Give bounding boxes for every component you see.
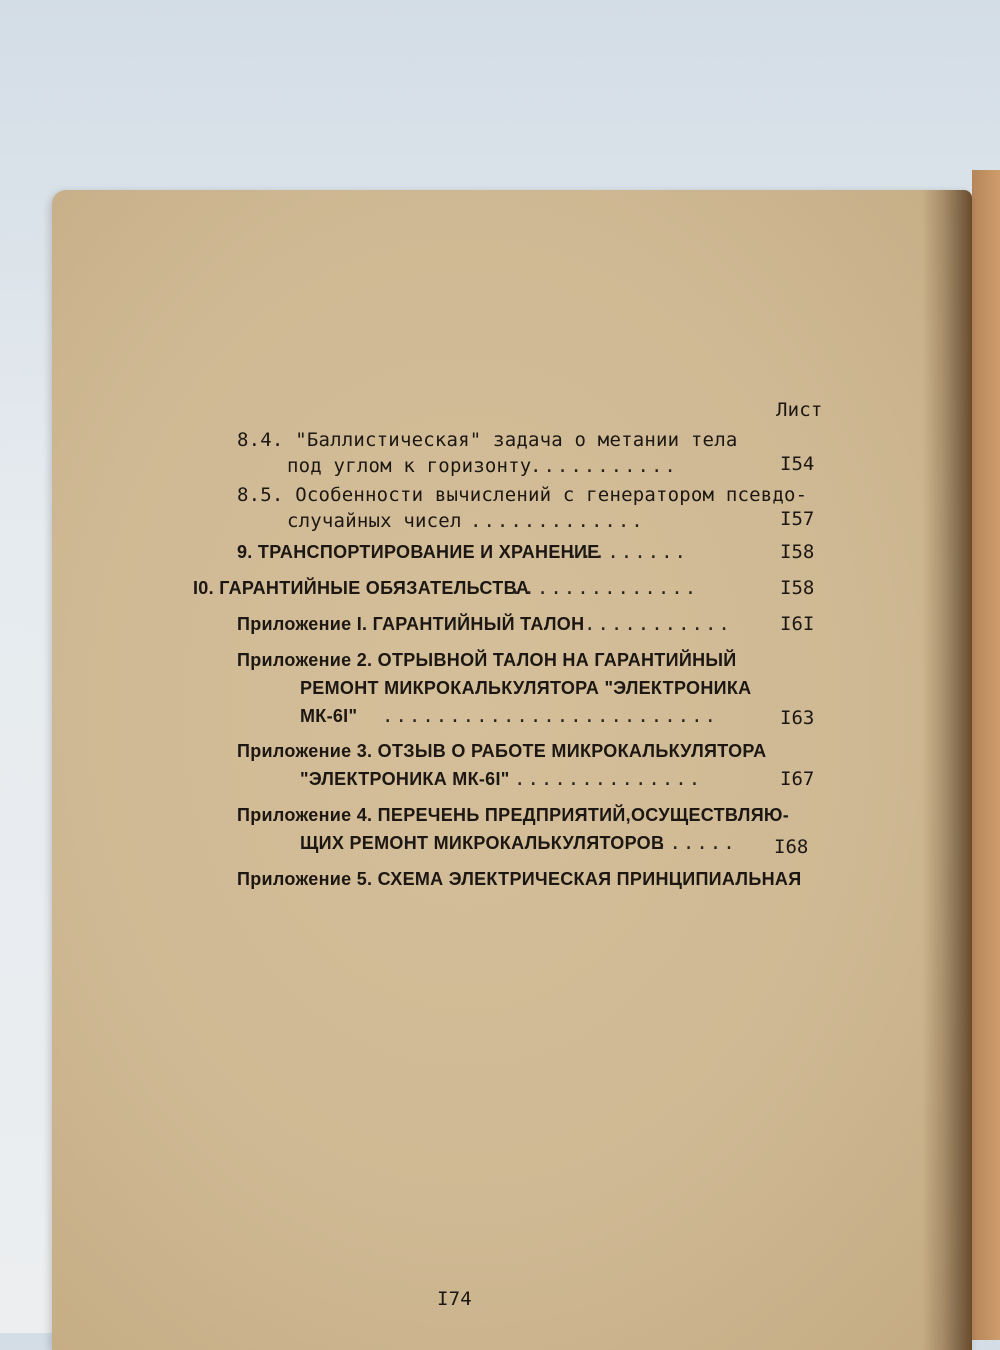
toc-appendix-2-line3: МК-6I" — [300, 706, 358, 726]
toc-leader-dots: ............. — [470, 510, 645, 532]
list-column-heading: Лист — [776, 399, 823, 421]
toc-page-number: I67 — [780, 768, 815, 790]
toc-page-number: I6I — [780, 613, 815, 635]
toc-appendix-5: Приложение 5. СХЕМА ЭЛЕКТРИЧЕСКАЯ ПРИНЦИПИАЛЬНАЯ — [237, 869, 802, 889]
toc-page-number: I63 — [780, 707, 815, 729]
toc-leader-dots: ........... — [584, 613, 732, 635]
toc-leader-dots: ......... — [567, 541, 688, 563]
toc-appendix-3-line1: Приложение 3. ОТЗЫВ О РАБОТЕ МИКРОКАЛЬКУЛЯТОРА — [237, 741, 767, 761]
toc-entry-8-5-line1: 8.5. Особенности вычислений с генератором псевдо- — [237, 484, 808, 506]
toc-entry-9: 9. ТРАНСПОРТИРОВАНИЕ И ХРАНЕНИЕ — [237, 542, 600, 562]
toc-page-number: I58 — [780, 577, 815, 599]
booklet-page — [52, 190, 972, 1350]
toc-entry-8-5-line2: случайных чисел — [287, 510, 462, 532]
toc-page-number: I54 — [780, 453, 815, 475]
toc-appendix-4-line2: ЩИХ РЕМОНТ МИКРОКАЛЬКУЛЯТОРОВ — [300, 833, 665, 853]
page-number: I74 — [437, 1288, 472, 1310]
toc-appendix-3-line2: "ЭЛЕКТРОНИКА МК-6I" — [300, 769, 510, 789]
toc-page-number: I58 — [780, 541, 815, 563]
toc-leader-dots: ........... — [530, 455, 678, 477]
toc-page-number: I57 — [780, 508, 815, 530]
toc-appendix-4-line1: Приложение 4. ПЕРЕЧЕНЬ ПРЕДПРИЯТИЙ,ОСУЩЕСТВЛЯЮ- — [237, 805, 790, 825]
toc-leader-dots: ...... — [656, 832, 737, 854]
toc-entry-8-4-line1: 8.4. "Баллистическая" задача о метании тела — [237, 429, 738, 451]
toc-entry-10: I0. ГАРАНТИЙНЫЕ ОБЯЗАТЕЛЬСТВА — [193, 578, 530, 598]
next-page-edge — [972, 170, 1000, 1340]
toc-appendix-2-line2: РЕМОНТ МИКРОКАЛЬКУЛЯТОРА "ЭЛЕКТРОНИКА — [300, 678, 752, 698]
toc-appendix-1: Приложение I. ГАРАНТИЙНЫЙ ТАЛОН — [237, 614, 585, 634]
toc-leader-dots: .............. — [510, 577, 699, 599]
toc-page-number: I68 — [774, 836, 809, 858]
toc-leader-dots: .............. — [514, 768, 703, 790]
toc-appendix-2-line1: Приложение 2. ОТРЫВНОЙ ТАЛОН НА ГАРАНТИЙНЫЙ — [237, 650, 737, 670]
page-binding-shadow — [922, 190, 972, 1350]
toc-entry-8-4-line2: под углом к горизонту — [287, 455, 532, 477]
toc-leader-dots: ......................... — [382, 705, 718, 727]
